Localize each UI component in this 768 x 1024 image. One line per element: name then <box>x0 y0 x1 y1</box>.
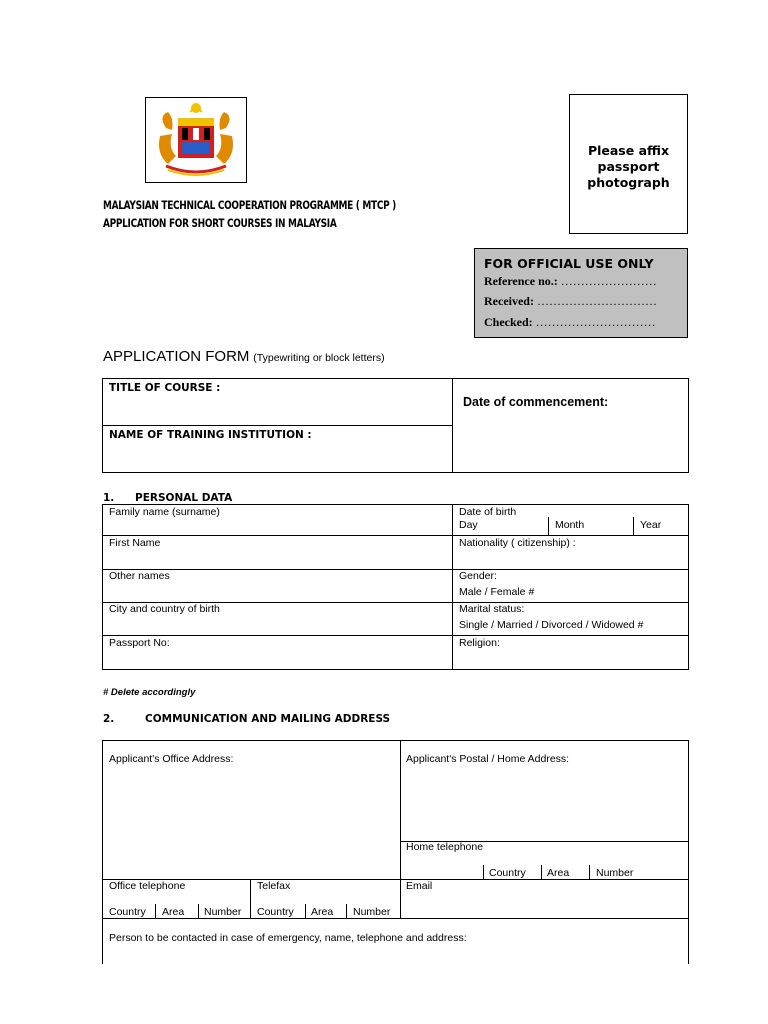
nationality-field[interactable]: Nationality ( citizenship) : <box>459 537 576 549</box>
date-of-commencement-field[interactable]: Date of commencement: <box>463 395 609 409</box>
telefax-country-field[interactable]: Country <box>257 906 294 918</box>
passport-photo-box <box>569 94 688 234</box>
section-number-1: 1. <box>103 492 115 504</box>
photo-box-text-3: photograph <box>587 175 670 190</box>
passport-no-field[interactable]: Passport No: <box>109 637 170 649</box>
office-tel-area-field[interactable]: Area <box>162 906 185 918</box>
form-note: (Typewriting or block letters) <box>253 352 385 364</box>
home-tel-country-field[interactable]: Country <box>489 867 526 879</box>
section-number-2: 2. <box>103 713 115 725</box>
other-names-field[interactable]: Other names <box>109 570 170 582</box>
photo-box-text-1: Please affix <box>587 143 670 158</box>
marital-status-label: Marital status: <box>459 603 525 615</box>
office-tel-number-field[interactable]: Number <box>204 906 242 918</box>
gender-label: Gender: <box>459 570 497 582</box>
home-tel-area-field[interactable]: Area <box>547 867 570 879</box>
official-use-heading: FOR OFFICIAL USE ONLY <box>484 256 654 271</box>
email-field[interactable]: Email <box>406 880 433 892</box>
family-name-field[interactable]: Family name (surname) <box>109 506 220 518</box>
checked-line: Checked: ………………………… <box>484 315 656 329</box>
title-of-course-field[interactable]: TITLE OF COURSE : <box>109 382 221 394</box>
postal-address-field[interactable]: Applicant's Postal / Home Address: <box>406 753 570 765</box>
official-use-box <box>474 248 688 338</box>
first-name-field[interactable]: First Name <box>109 537 161 549</box>
date-of-birth-label: Date of birth <box>459 506 517 518</box>
dob-month-field[interactable]: Month <box>555 519 585 531</box>
delete-accordingly-note: # Delete accordingly <box>103 687 196 698</box>
dob-day-field[interactable]: Day <box>459 519 478 531</box>
telefax-label: Telefax <box>257 880 291 892</box>
received-line: Received: ………………………… <box>484 294 657 308</box>
telefax-area-field[interactable]: Area <box>311 906 334 918</box>
reference-no-line: Reference no.: …………………… <box>484 274 657 288</box>
home-tel-number-field[interactable]: Number <box>596 867 634 879</box>
office-address-field[interactable]: Applicant's Office Address: <box>109 753 234 765</box>
gender-options[interactable]: Male / Female # <box>459 586 535 598</box>
telefax-number-field[interactable]: Number <box>353 906 391 918</box>
programme-title-line1: MALAYSIAN TECHNICAL COOPERATION PROGRAMME ( MTCP ) <box>103 198 396 212</box>
office-telephone-label: Office telephone <box>109 880 186 892</box>
city-country-birth-field[interactable]: City and country of birth <box>109 603 220 615</box>
dob-year-field[interactable]: Year <box>640 519 662 531</box>
marital-status-options[interactable]: Single / Married / Divorced / Widowed # <box>459 619 644 631</box>
office-tel-country-field[interactable]: Country <box>109 906 146 918</box>
communication-heading: COMMUNICATION AND MAILING ADDRESS <box>145 713 391 725</box>
emergency-contact-field[interactable]: Person to be contacted in case of emergency, name, telephone and address: <box>109 932 467 944</box>
photo-box-text-2: passport <box>597 159 660 174</box>
application-form-title <box>103 348 385 365</box>
religion-field[interactable]: Religion: <box>459 637 500 649</box>
personal-data-heading: PERSONAL DATA <box>135 492 233 504</box>
form-title: APPLICATION FORM <box>103 348 250 365</box>
programme-title-line2: APPLICATION FOR SHORT COURSES IN MALAYSIA <box>103 216 337 230</box>
training-institution-field[interactable]: NAME OF TRAINING INSTITUTION : <box>109 429 312 441</box>
home-telephone-label: Home telephone <box>406 841 484 853</box>
coat-of-arms-logo <box>145 97 247 183</box>
